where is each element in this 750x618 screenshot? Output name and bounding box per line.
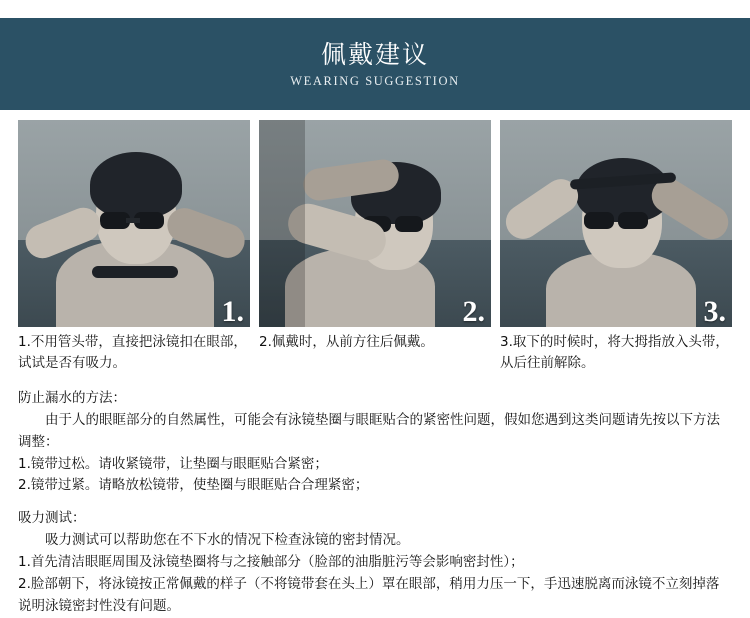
caption-step-2: 2.佩戴时，从前方往后佩戴。 — [259, 334, 434, 350]
suction-heading: 吸力测试： — [18, 510, 86, 527]
suction-item-1: 1.首先清洁眼眶周围及泳镜垫圈将与之接触部分（脸部的油脂脏污等会影响密封性）； — [18, 554, 524, 571]
page-subtitle: WEARING SUGGESTION — [290, 74, 460, 89]
caption-step-3: 3.取下的时候时，将大拇指放入头带，从后往前解除。 — [500, 334, 729, 371]
suction-intro: 吸力测试可以帮助您在不下水的情况下检查泳镜的密封情况。 — [45, 532, 410, 549]
caption-step-1: 1.不用管头带，直接把泳镜扣在眼部，试试是否有吸力。 — [18, 334, 247, 371]
leak-heading: 防止漏水的方法： — [18, 390, 126, 406]
photo-3-goggle-left-lens — [584, 212, 614, 229]
photo-row — [18, 120, 732, 327]
leak-intro: 由于人的眼眶部分的自然属性，可能会有泳镜垫圈与眼眶贴合的紧密性问题，假如您遇到这类问题请先按以下方法调整： — [18, 411, 720, 450]
photo-captions — [18, 332, 732, 374]
body-spacer — [18, 497, 732, 508]
instructions-body — [18, 388, 732, 618]
leak-item-1: 1.镜带过松。请收紧镜带，让垫圈与眼眶贴合紧密； — [18, 455, 328, 472]
photo-3-number: 3. — [703, 295, 726, 327]
header-banner — [0, 18, 750, 110]
step-2-photo — [259, 120, 491, 327]
photo-2-edge-shadow — [259, 120, 305, 327]
photo-1-head-strap — [92, 266, 178, 278]
photo-2-number: 2. — [462, 295, 485, 327]
leak-item-2: 2.镜带过紧。请略放松镜带，使垫圈与眼眶贴合合理紧密； — [18, 477, 369, 494]
photo-3-goggle-right-lens — [618, 212, 648, 229]
step-3-photo — [500, 120, 732, 327]
page-title: 佩戴建议 — [320, 39, 429, 69]
step-1-photo — [18, 120, 250, 327]
photo-1-goggle-bridge — [126, 218, 140, 223]
suction-item-2: 2.脸部朝下，将泳镜按正常佩戴的样子（不将镜带套在头上）罩在眼部，稍用力压一下，手迅速脱离而泳镜不立刻掉落说明泳镜密封性没有问题。 — [18, 575, 720, 614]
photo-1-swim-cap — [90, 152, 182, 218]
photo-2-goggle-right-lens — [395, 216, 423, 232]
photo-1-number: 1. — [221, 295, 244, 327]
